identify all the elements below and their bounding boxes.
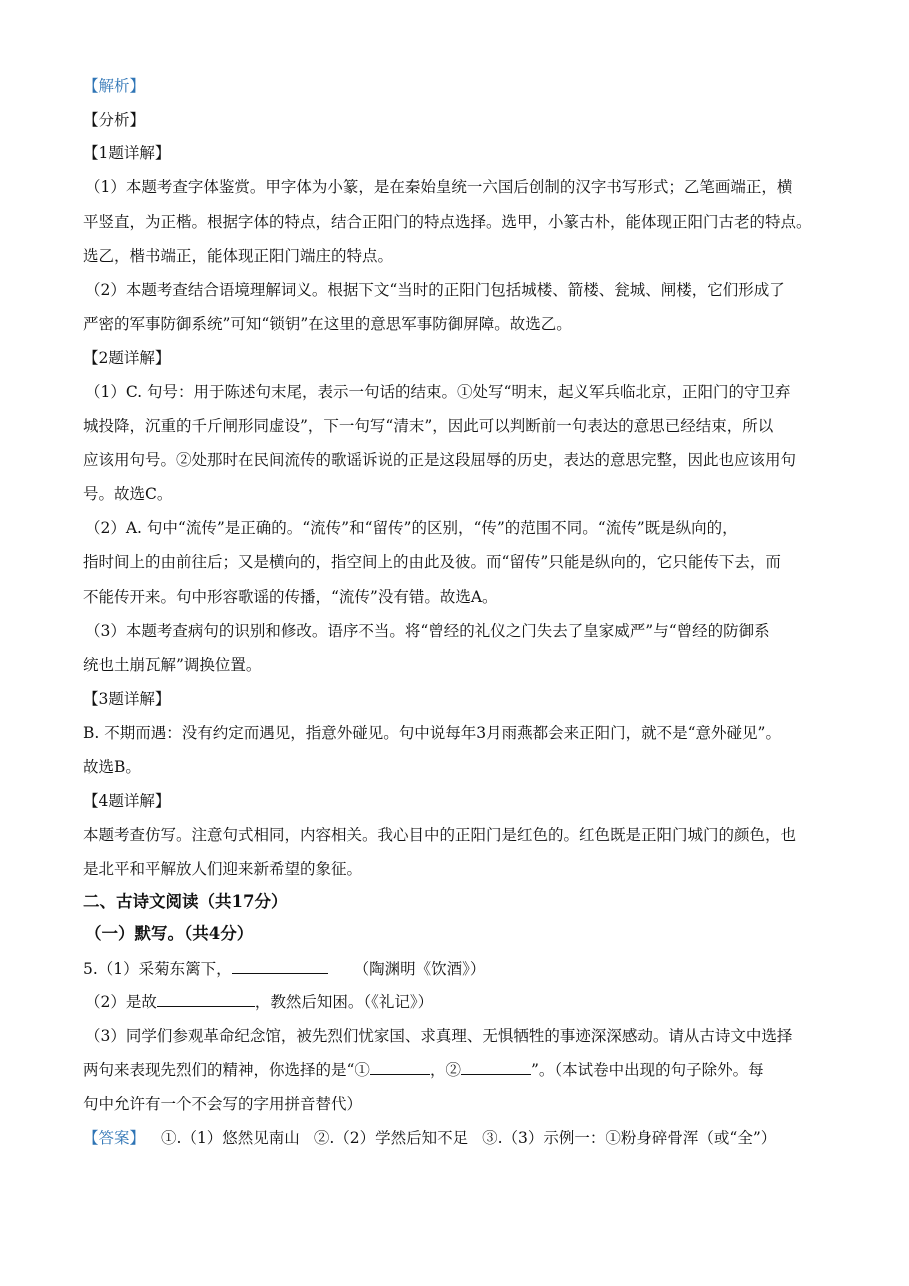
q2-line-1: （1）C. 句号：用于陈述句末尾，表示一句话的结束。①处写“明末，起义军兵临北京，正阳门的守卫弃: [85, 383, 791, 401]
q2-line-4: 号。故选C。: [83, 485, 173, 503]
q3-heading: 【3题详解】: [83, 690, 171, 708]
q1-line-1: （1）本题考查字体鉴赏。甲字体为小篆，是在秦始皇统一六国后创制的汉字书写形式；乙笔画端正，横: [85, 178, 793, 196]
q1-line-5: 严密的军事防御系统”可知“锁钥”在这里的意思军事防御屏障。故选乙。: [83, 315, 572, 333]
q3-line-1: B. 不期而遇：没有约定而遇见，指意外碰见。句中说每年3月雨燕都会来正阳门，就不是“意外碰见”。: [83, 724, 781, 742]
section-2-title: 二、古诗文阅读（共17分）: [83, 892, 288, 911]
answer-tag: 【答案】: [83, 1129, 146, 1147]
q5-line-4: [83, 1060, 833, 1080]
q1-line-4: （2）本题考查结合语境理解词义。根据下文“当时的正阳门包括城楼、箭楼、瓮城、闸楼，它们形成了: [85, 281, 785, 299]
q2-line-7: 不能传开来。句中形容歌谣的传播，“流传”没有错。故选A。: [83, 588, 498, 606]
q5-prompt-4c: ”。（本试卷中出现的句子除外。每: [530, 1061, 764, 1079]
q5-prompt-4a: 两句来表现先烈们的精神，你选择的是“①: [83, 1061, 370, 1079]
q5-prompt-2: （2）是故: [85, 993, 157, 1011]
answer-3: ③.（3）示例一：①粉身碎骨浑（或“全”）: [482, 1129, 777, 1147]
q5-line-2: [85, 992, 835, 1012]
q5-prompt-1: 5.（1）采菊东篱下，: [83, 960, 232, 978]
q1-line-3: 选乙，楷书端正，能体现正阳门端庄的特点。: [83, 247, 394, 265]
q5-blank-3: [370, 1060, 430, 1075]
q2-line-9: 统也土崩瓦解”调换位置。: [83, 656, 262, 674]
q2-line-8: （3）本题考查病句的识别和修改。语序不当。将“曾经的礼仪之门失去了皇家威严”与“曾经的防御系: [85, 622, 770, 640]
analysis-tag: 【解析】: [83, 77, 146, 95]
q5-blank-1: [232, 959, 328, 974]
q1-heading: 【1题详解】: [83, 144, 171, 162]
answer-2: ②.（2）学然后知不足: [313, 1129, 469, 1147]
fenxi-tag: 【分析】: [83, 111, 146, 129]
q2-line-2: 城投降，沉重的千斤闸形同虚设”，下一句写“清末”，因此可以判断前一句表达的意思已经结束，所以: [83, 417, 774, 435]
q2-heading: 【2题详解】: [83, 349, 171, 367]
q4-line-2: 是北平和平解放人们迎来新希望的象征。: [83, 860, 363, 878]
q5-source-1: （陶渊明《饮酒》）: [353, 960, 486, 978]
q2-line-5: （2）A. 句中“流传”是正确的。“流传”和“留传”的区别，“传”的范围不同。“流传”既是纵向的，: [85, 519, 738, 537]
q5-line-1: [83, 959, 833, 979]
q4-line-1: 本题考查仿写。注意句式相同，内容相关。我心目中的正阳门是红色的。红色既是正阳门城门的颜色，也: [83, 826, 797, 844]
q4-heading: 【4题详解】: [83, 792, 171, 810]
q2-line-3: 应该用句号。②处那时在民间流传的歌谣诉说的正是这段屈辱的历史，表达的意思完整，因此也应该用句: [83, 451, 797, 469]
q5-blank-4: [461, 1060, 531, 1075]
q2-line-6: 指时间上的由前往后；又是横向的，指空间上的由此及彼。而“留传”只能是纵向的，它只能传下去，而: [83, 553, 781, 571]
q5-prompt-4b: ，②: [429, 1061, 461, 1079]
q5-line-5: 句中允许有一个不会写的字用拼音替代）: [83, 1095, 363, 1113]
q5-blank-2: [157, 992, 255, 1007]
q5-line-3: （3）同学们参观革命纪念馆，被先烈们忧家国、求真理、无惧牺牲的事迹深深感动。请从古诗文中选择: [85, 1027, 793, 1045]
q3-line-2: 故选B。: [83, 758, 141, 776]
answer-line: [83, 1128, 833, 1148]
section-2-subtitle: （一）默写。（共4分）: [85, 924, 254, 943]
answer-1: ①.（1）悠然见南山: [161, 1129, 300, 1147]
q5-source-2: ，教然后知困。（《礼记》）: [254, 993, 434, 1011]
q1-line-2: 平竖直，为正楷。根据字体的特点，结合正阳门的特点选择。选甲，小篆古朴，能体现正阳门古老的特点。: [83, 213, 812, 231]
